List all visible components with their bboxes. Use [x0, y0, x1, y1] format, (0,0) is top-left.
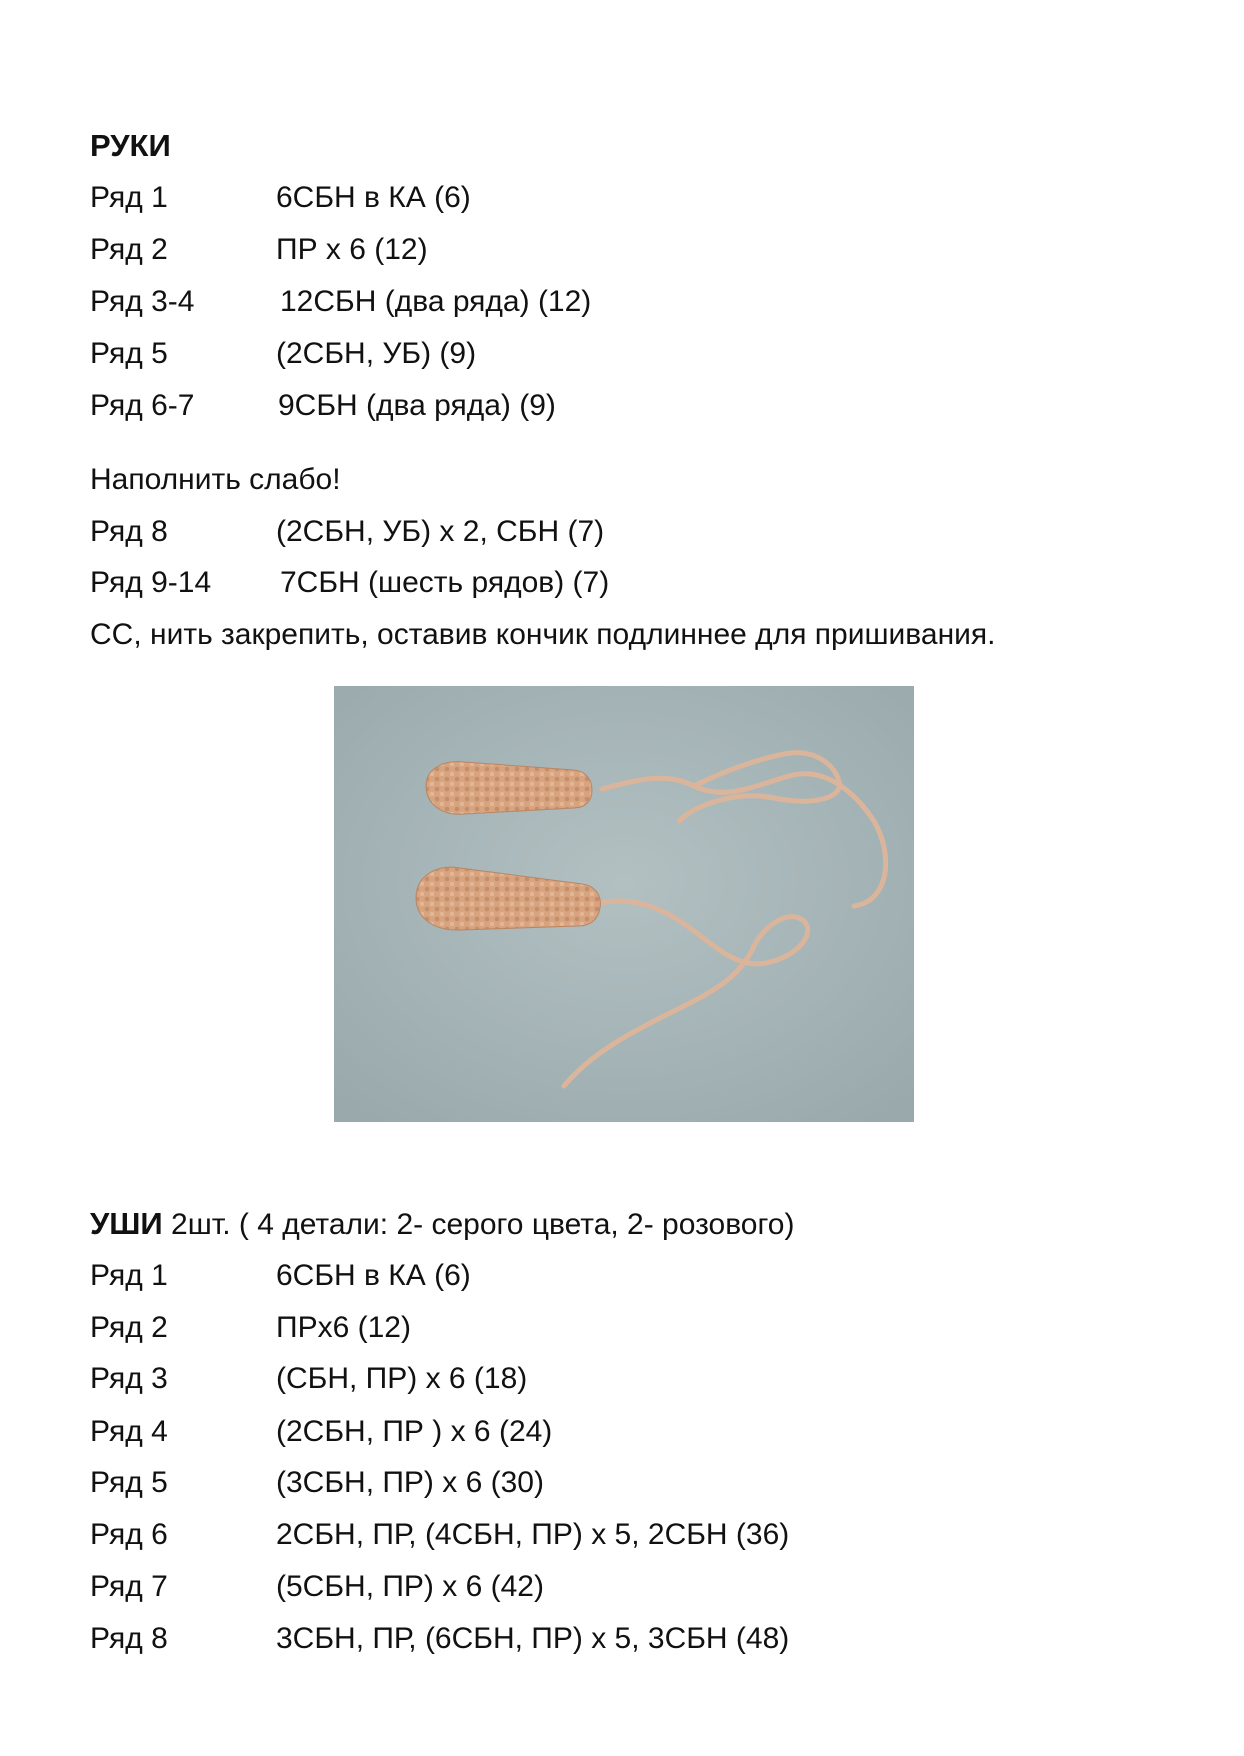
- row-text: ПРх6 (12): [276, 1311, 411, 1344]
- row-label: Ряд 5: [90, 337, 168, 370]
- row-label: Ряд 8: [90, 515, 168, 548]
- arms-title: РУКИ: [90, 128, 171, 163]
- row-text: 7СБН (шесть рядов) (7): [280, 566, 610, 599]
- row-label: Ряд 9-14: [90, 566, 212, 599]
- row-label: Ряд 2: [90, 233, 168, 266]
- row-text: 2СБН, ПР, (4СБН, ПР) х 5, 2СБН (36): [276, 1518, 790, 1551]
- arms-photo-illustration: [334, 686, 914, 1122]
- row-text: 6СБН в КА (6): [276, 1259, 471, 1292]
- row-label: Ряд 8: [90, 1622, 168, 1655]
- document-page: [90, 0, 1190, 1756]
- row-label: Ряд 2: [90, 1311, 168, 1344]
- row-label: Ряд 3-4: [90, 285, 195, 318]
- row-label: Ряд 1: [90, 181, 168, 214]
- crocheted-arm-upper: [426, 762, 592, 815]
- row-label: Ряд 6: [90, 1518, 168, 1551]
- row-text: (3СБН, ПР) х 6 (30): [276, 1466, 544, 1499]
- row-text: 9СБН (два ряда) (9): [278, 389, 556, 422]
- row-text: 12СБН (два ряда) (12): [280, 285, 592, 318]
- row-label: Ряд 6-7: [90, 389, 195, 422]
- row-label: Ряд 3: [90, 1362, 168, 1395]
- row-label: Ряд 4: [90, 1415, 168, 1448]
- row-text: (2СБН, УБ) х 2, СБН (7): [276, 515, 605, 548]
- ears-subtitle: 2шт. ( 4 детали: 2- серого цвета, 2- розового): [162, 1208, 795, 1241]
- row-text: (СБН, ПР) х 6 (18): [276, 1362, 528, 1395]
- crocheted-arms-photo: [334, 686, 914, 1122]
- row-text: (2СБН, УБ) (9): [276, 337, 477, 370]
- row-text: ПР х 6 (12): [276, 233, 428, 266]
- ears-heading: [90, 1206, 794, 1242]
- row-text: (2СБН, ПР ) х 6 (24): [276, 1415, 553, 1448]
- row-text: (5СБН, ПР) х 6 (42): [276, 1570, 544, 1603]
- row-label: Ряд 1: [90, 1259, 168, 1292]
- row-label: Ряд 5: [90, 1466, 168, 1499]
- ears-title: УШИ: [90, 1206, 163, 1241]
- arms-finish-note: СС, нить закрепить, оставив кончик подлиннее для пришивания.: [90, 618, 996, 651]
- arms-note: Наполнить слабо!: [90, 463, 341, 496]
- row-label: Ряд 7: [90, 1570, 168, 1603]
- row-text: 3СБН, ПР, (6СБН, ПР) х 5, 3СБН (48): [276, 1622, 790, 1655]
- row-text: 6СБН в КА (6): [276, 181, 471, 214]
